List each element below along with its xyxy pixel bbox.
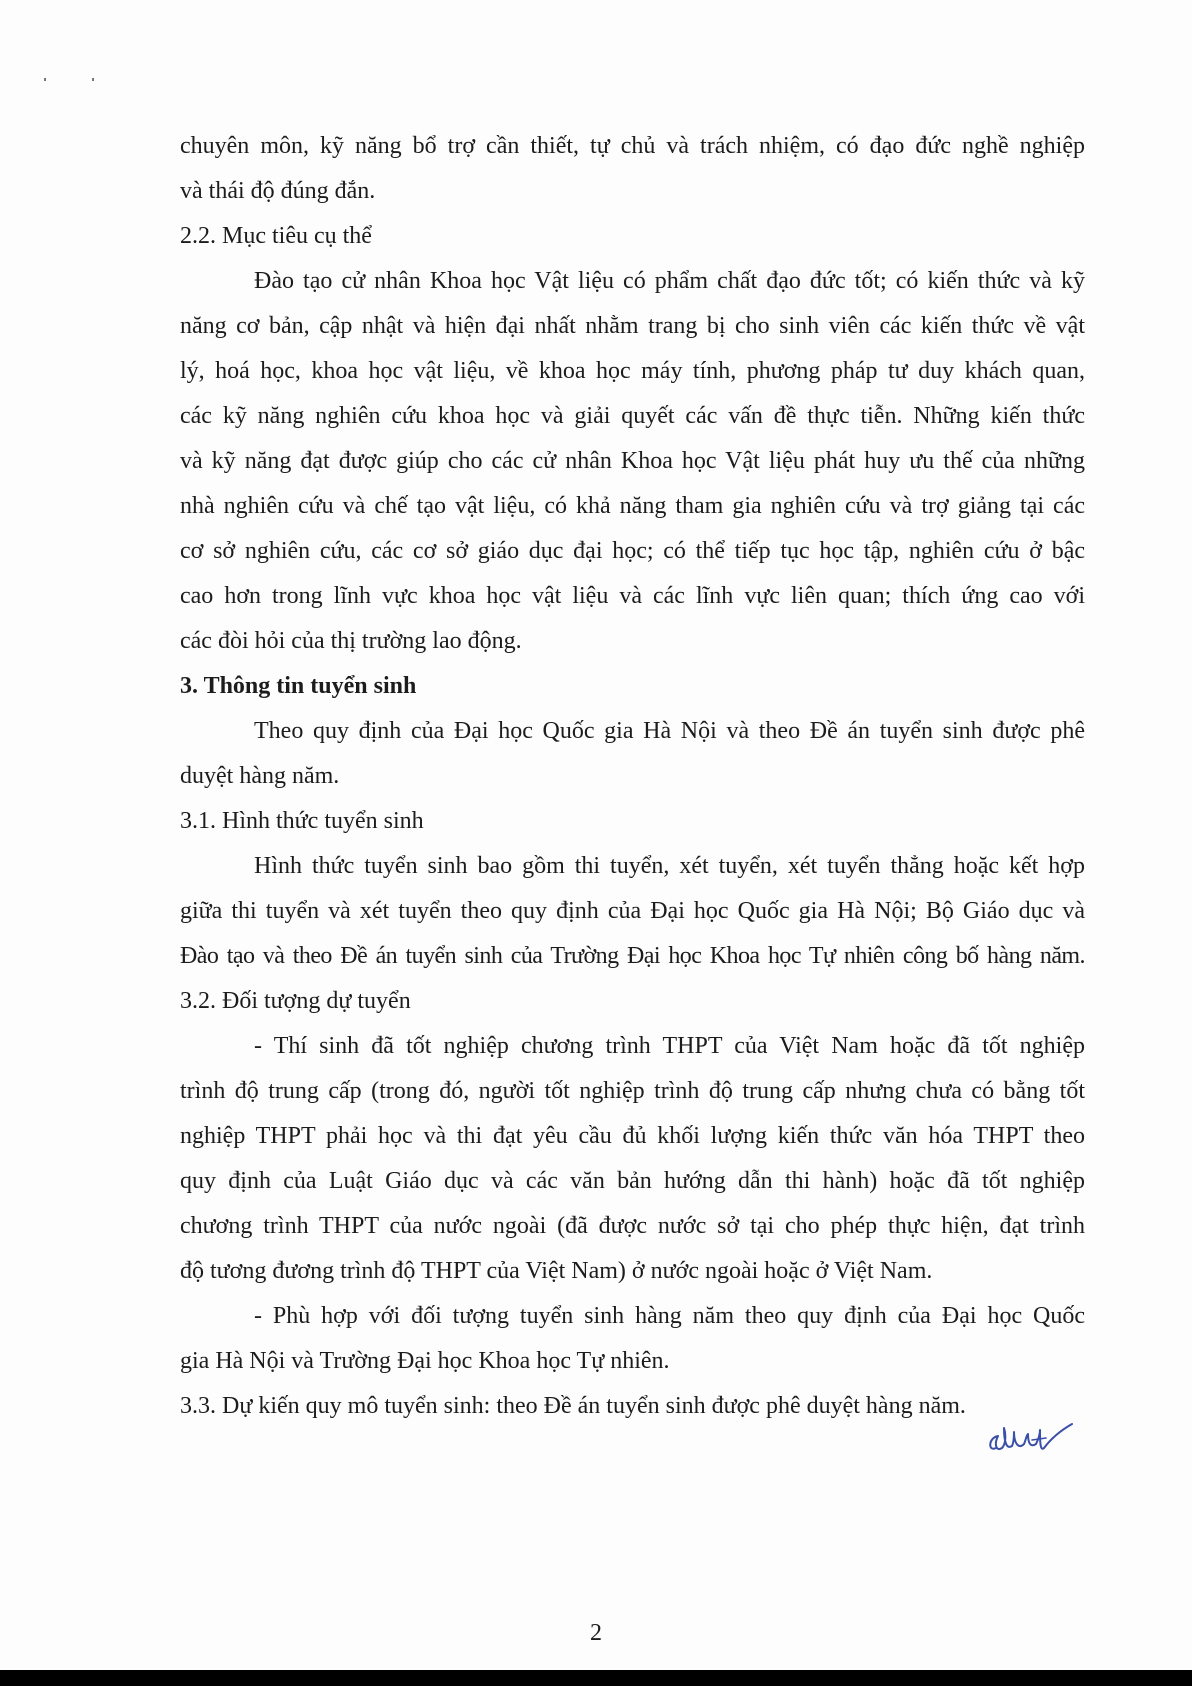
paragraph-line: Theo quy định của Đại học Quốc gia Hà Nội và theo Đề án tuyển sinh được phê [254, 718, 1085, 744]
paragraph-line: và kỹ năng đạt được giúp cho các cử nhân Khoa học Vật liệu phát huy ưu thế của những [180, 448, 1085, 474]
paragraph-line: các kỹ năng nghiên cứu khoa học và giải quyết các vấn đề thực tiễn. Những kiến thức [180, 403, 1085, 429]
paragraph-line: lý, hoá học, khoa học vật liệu, về khoa học máy tính, phương pháp tư duy khách quan, [180, 358, 1085, 384]
paragraph-line: độ tương đương trình độ THPT của Việt Nam) ở nước ngoài hoặc ở Việt Nam. [180, 1258, 933, 1284]
section-heading-3-3: 3.3. Dự kiến quy mô tuyển sinh: theo Đề án tuyển sinh được phê duyệt hàng năm. [180, 1393, 966, 1419]
scan-bottom-border [0, 1670, 1192, 1686]
paragraph-line: gia Hà Nội và Trường Đại học Khoa học Tự nhiên. [180, 1348, 670, 1374]
paragraph-line: Đào tạo cử nhân Khoa học Vật liệu có phẩm chất đạo đức tốt; có kiến thức và kỹ [254, 268, 1085, 294]
handwritten-signature-icon [984, 1422, 1076, 1462]
paragraph-line: giữa thi tuyển và xét tuyển theo quy định của Đại học Quốc gia Hà Nội; Bộ Giáo dục và [180, 898, 1085, 924]
section-heading-2-2: 2.2. Mục tiêu cụ thể [180, 223, 372, 249]
section-heading-3-1: 3.1. Hình thức tuyển sinh [180, 808, 424, 834]
paragraph-line: năng cơ bản, cập nhật và hiện đại nhất nhằm trang bị cho sinh viên các kiến thức về vật [180, 313, 1085, 339]
paragraph-line: - Phù hợp với đối tượng tuyển sinh hàng năm theo quy định của Đại học Quốc [254, 1303, 1085, 1329]
paragraph-line: cơ sở nghiên cứu, các cơ sở giáo dục đại học; có thể tiếp tục học tập, nghiên cứu ở bậc [180, 538, 1085, 564]
section-heading-3-2: 3.2. Đối tượng dự tuyển [180, 988, 411, 1014]
paragraph-line: - Thí sinh đã tốt nghiệp chương trình THPT của Việt Nam hoặc đã tốt nghiệp [254, 1033, 1085, 1059]
paragraph-line: chương trình THPT của nước ngoài (đã được nước sở tại cho phép thực hiện, đạt trình [180, 1213, 1085, 1239]
paragraph-line: cao hơn trong lĩnh vực khoa học vật liệu và các lĩnh vực liên quan; thích ứng cao với [180, 583, 1085, 609]
paragraph-line: trình độ trung cấp (trong đó, người tốt nghiệp trình độ trung cấp nhưng chưa có bằng tốt [180, 1078, 1085, 1104]
page-number: 2 [590, 1620, 602, 1646]
paragraph-line: chuyên môn, kỹ năng bổ trợ cần thiết, tự chủ và trách nhiệm, có đạo đức nghề nghiệp [180, 133, 1085, 159]
paragraph-line: nghiệp THPT phải học và thi đạt yêu cầu đủ khối lượng kiến thức văn hóa THPT theo [180, 1123, 1085, 1149]
section-heading-3: 3. Thông tin tuyển sinh [180, 673, 417, 699]
paragraph-line: nhà nghiên cứu và chế tạo vật liệu, có khả năng tham gia nghiên cứu và trợ giảng tại các [180, 493, 1085, 519]
document-body [180, 124, 1085, 1429]
paragraph-line: quy định của Luật Giáo dục và các văn bản hướng dẫn thi hành) hoặc đã tốt nghiệp [180, 1168, 1085, 1194]
paragraph-line: Hình thức tuyển sinh bao gồm thi tuyển, xét tuyển, xét tuyển thẳng hoặc kết hợp [254, 853, 1085, 879]
paragraph-line: và thái độ đúng đắn. [180, 178, 376, 204]
paragraph-line: các đòi hỏi của thị trường lao động. [180, 628, 522, 654]
scan-artifact-dots [44, 78, 104, 86]
paragraph-line: Đào tạo và theo Đề án tuyển sinh của Trường Đại học Khoa học Tự nhiên công bố hàng năm. [180, 943, 1085, 969]
paragraph-line: duyệt hàng năm. [180, 763, 340, 789]
